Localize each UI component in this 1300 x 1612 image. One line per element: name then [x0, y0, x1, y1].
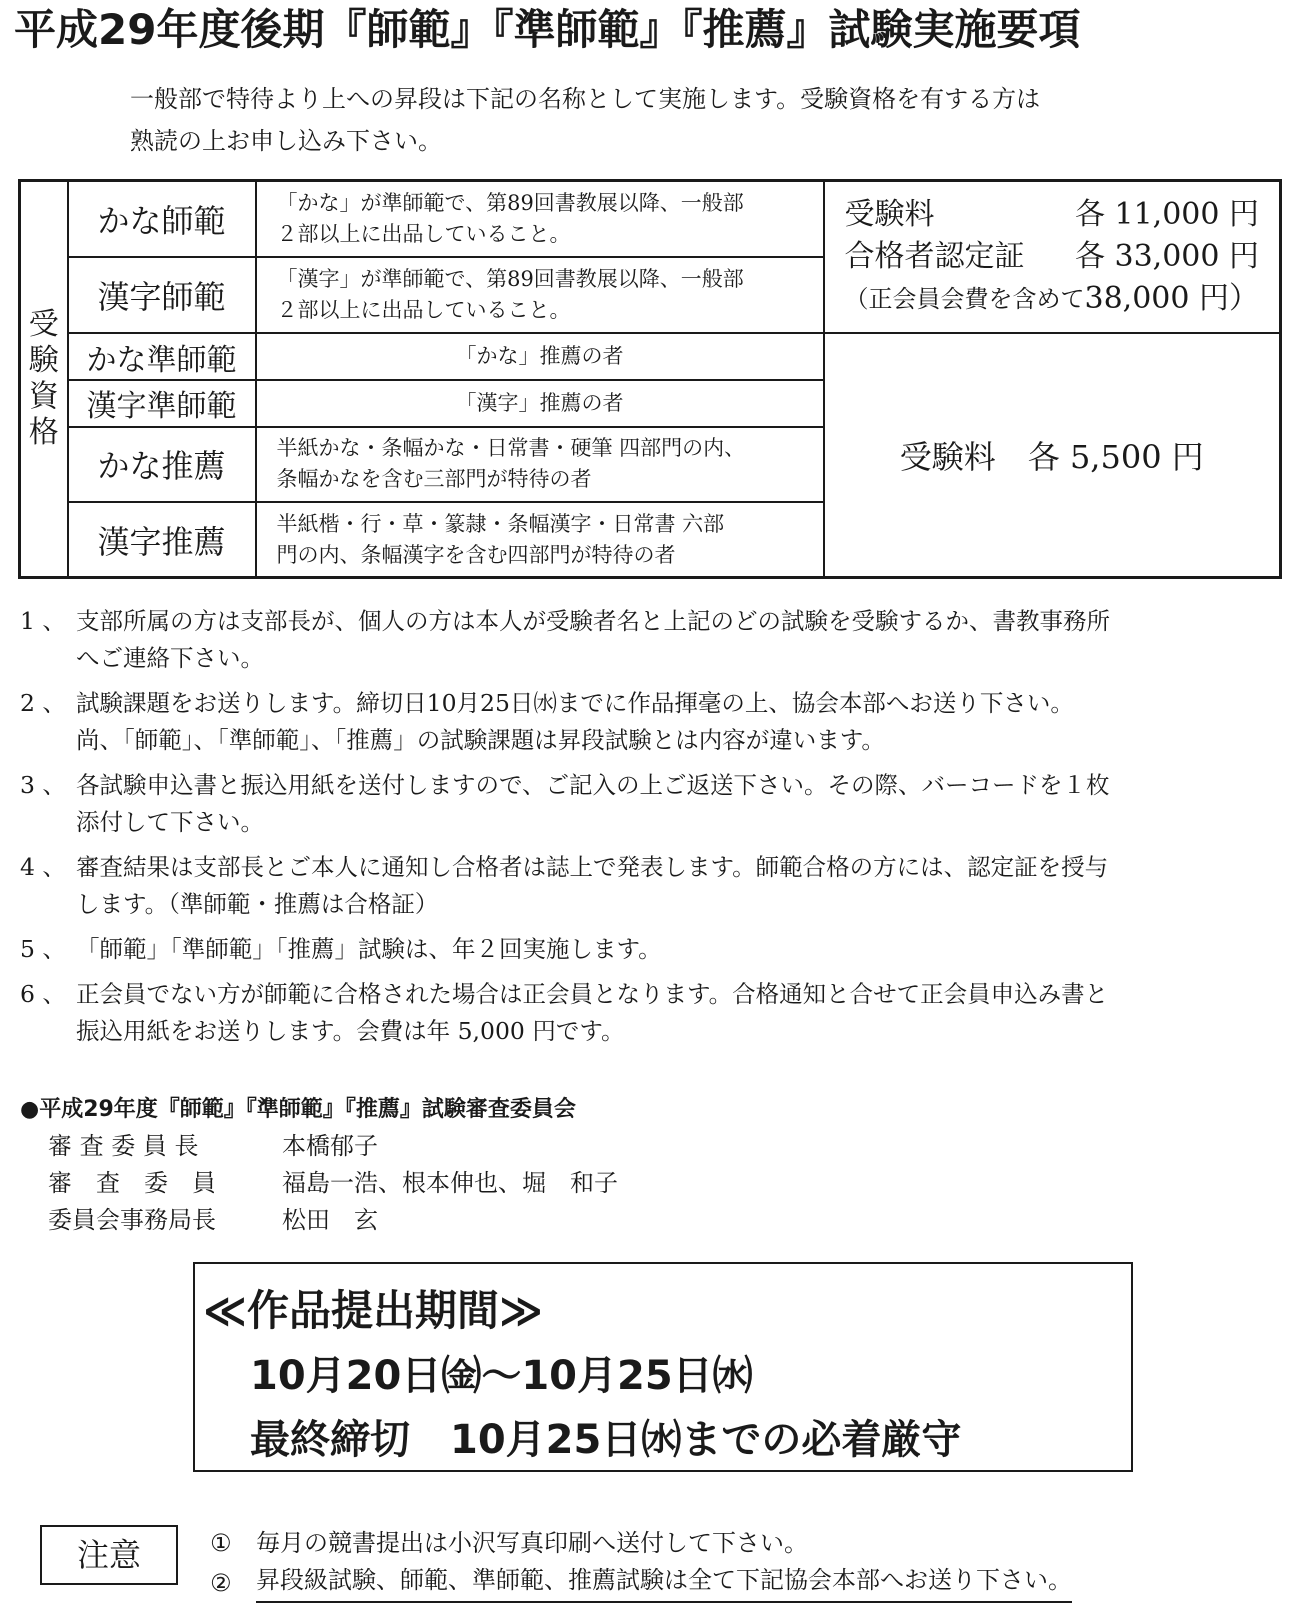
caution-list — [210, 1523, 1290, 1603]
committee-role: 審 査 委 員 長 — [48, 1132, 199, 1160]
caution-number: ① — [210, 1529, 232, 1557]
caution-text: 毎月の競書提出は小沢写真印刷へ送付して下さい。 — [256, 1529, 808, 1557]
caution-number: ② — [210, 1569, 232, 1597]
member-label: （正会員会費を含めて — [844, 285, 1085, 314]
note-item: 2 、 試験課題をお送りします。締切日10月25日㈬までに作品揮毫の上、協会本部へお送り下さい。 尚、「師範」、「準師範」、「推薦」の試験課題は昇段試験とは内容が違います。 — [20, 685, 1290, 759]
qualification-side-label: 受 験 資 格 — [20, 181, 68, 578]
cert-amount: 各 33,000 円 — [1074, 239, 1259, 275]
note-item: 1 、 支部所属の方は支部長が、個人の方は本人が受験者名と上記のどの試験を受験するか、書教事務所 へご連絡下さい。 — [20, 603, 1290, 677]
note-number: 1 、 — [20, 607, 66, 635]
exam-condition: 「漢字」推薦の者 — [256, 380, 824, 427]
note-number: 6 、 — [20, 980, 66, 1008]
note-number: 4 、 — [20, 853, 66, 881]
member-amount: 38,000 円） — [1084, 281, 1260, 317]
committee-member — [20, 1202, 920, 1239]
intro-line: 熟読の上お申し込み下さい。 — [130, 127, 442, 155]
notes-list — [20, 603, 1290, 1058]
committee-member — [20, 1165, 920, 1202]
note-item: 3 、 各試験申込書と振込用紙を送付しますので、ご記入の上ご返送下さい。その際、バーコードを１枚 添付して下さい。 — [20, 767, 1290, 841]
committee-title: ●平成29年度『師範』『準師範』『推薦』試験審査委員会 — [20, 1097, 576, 1122]
exam-condition: 「漢字」が準師範で、第89回書教展以降、一般部 ２部以上に出品していること。 — [256, 257, 824, 333]
exam-condition: 半紙楷・行・草・篆隷・条幅漢字・日常書 六部 門の内、条幅漢字を含む四部門が特待の者 — [256, 502, 824, 577]
note-item: 4 、 審査結果は支部長とご本人に通知し合格者は誌上で発表します。師範合格の方には、認定証を授与 します。（準師範・推薦は合格証） — [20, 849, 1290, 923]
exam-name: 漢字準師範 — [68, 380, 256, 427]
exam-fee-amount: 各 11,000 円 — [1074, 197, 1259, 233]
note-item: 5 、 「師範」「準師範」「推薦」試験は、年２回実施します。 — [20, 931, 1290, 968]
note-number: 5 、 — [20, 935, 66, 963]
cert-label: 合格者認定証 — [844, 239, 1025, 275]
page-title: 平成29年度後期『師範』『準師範』『推薦』試験実施要項 — [14, 5, 1081, 54]
committee-role: 委員会事務局長 — [48, 1206, 216, 1234]
exam-name: 漢字推薦 — [68, 502, 256, 577]
committee-names: 福島一浩、根本伸也、堀 和子 — [282, 1169, 618, 1197]
exam-name: 漢字師範 — [68, 257, 256, 333]
exam-condition: 「かな」が準師範で、第89回書教展以降、一般部 ２部以上に出品していること。 — [256, 181, 824, 257]
caution-label: 注意 — [40, 1525, 178, 1585]
intro-line: 一般部で特待より上への昇段は下記の名称として実施します。受験資格を有する方は — [130, 85, 1041, 113]
exam-fee-label: 受験料 — [844, 197, 935, 233]
committee-member — [20, 1128, 920, 1165]
fee-bottom-cell: 受験料 各 5,500 円 — [824, 333, 1281, 577]
exam-name: かな師範 — [68, 181, 256, 257]
caution-item — [210, 1563, 1290, 1603]
caution-text: 昇段級試験、師範、準師範、推薦試験は全て下記協会本部へお送り下さい。 — [256, 1563, 1072, 1603]
committee-role: 審 査 委 員 — [48, 1169, 216, 1197]
exam-name: かな推薦 — [68, 427, 256, 502]
note-item: 6 、 正会員でない方が師範に合格された場合は正会員となります。合格通知と合せて正会員申込み書と 振込用紙をお送りします。会費は年 5,000 円です。 — [20, 976, 1290, 1050]
committee-names: 本橋郁子 — [282, 1132, 378, 1160]
note-number: 2 、 — [20, 689, 66, 717]
fee-top-cell — [824, 181, 1281, 334]
committee-names: 松田 玄 — [282, 1206, 378, 1234]
note-number: 3 、 — [20, 771, 66, 799]
submission-deadline: 最終締切 10月25日㈬までの必着厳守 — [250, 1417, 962, 1463]
submission-dates: 10月20日㈮～10月25日㈬ — [250, 1353, 753, 1399]
exam-condition: 半紙かな・条幅かな・日常書・硬筆 四部門の内、 条幅かなを含む三部門が特待の者 — [256, 427, 824, 502]
submission-period-box — [193, 1262, 1133, 1472]
exam-condition: 「かな」推薦の者 — [256, 333, 824, 380]
intro-text — [130, 78, 1190, 162]
exam-name: かな準師範 — [68, 333, 256, 380]
qualification-table — [18, 179, 1282, 579]
submission-period-title: ≪作品提出期間≫ — [203, 1286, 543, 1335]
committee-section — [20, 1092, 920, 1239]
caution-item — [210, 1523, 1290, 1563]
